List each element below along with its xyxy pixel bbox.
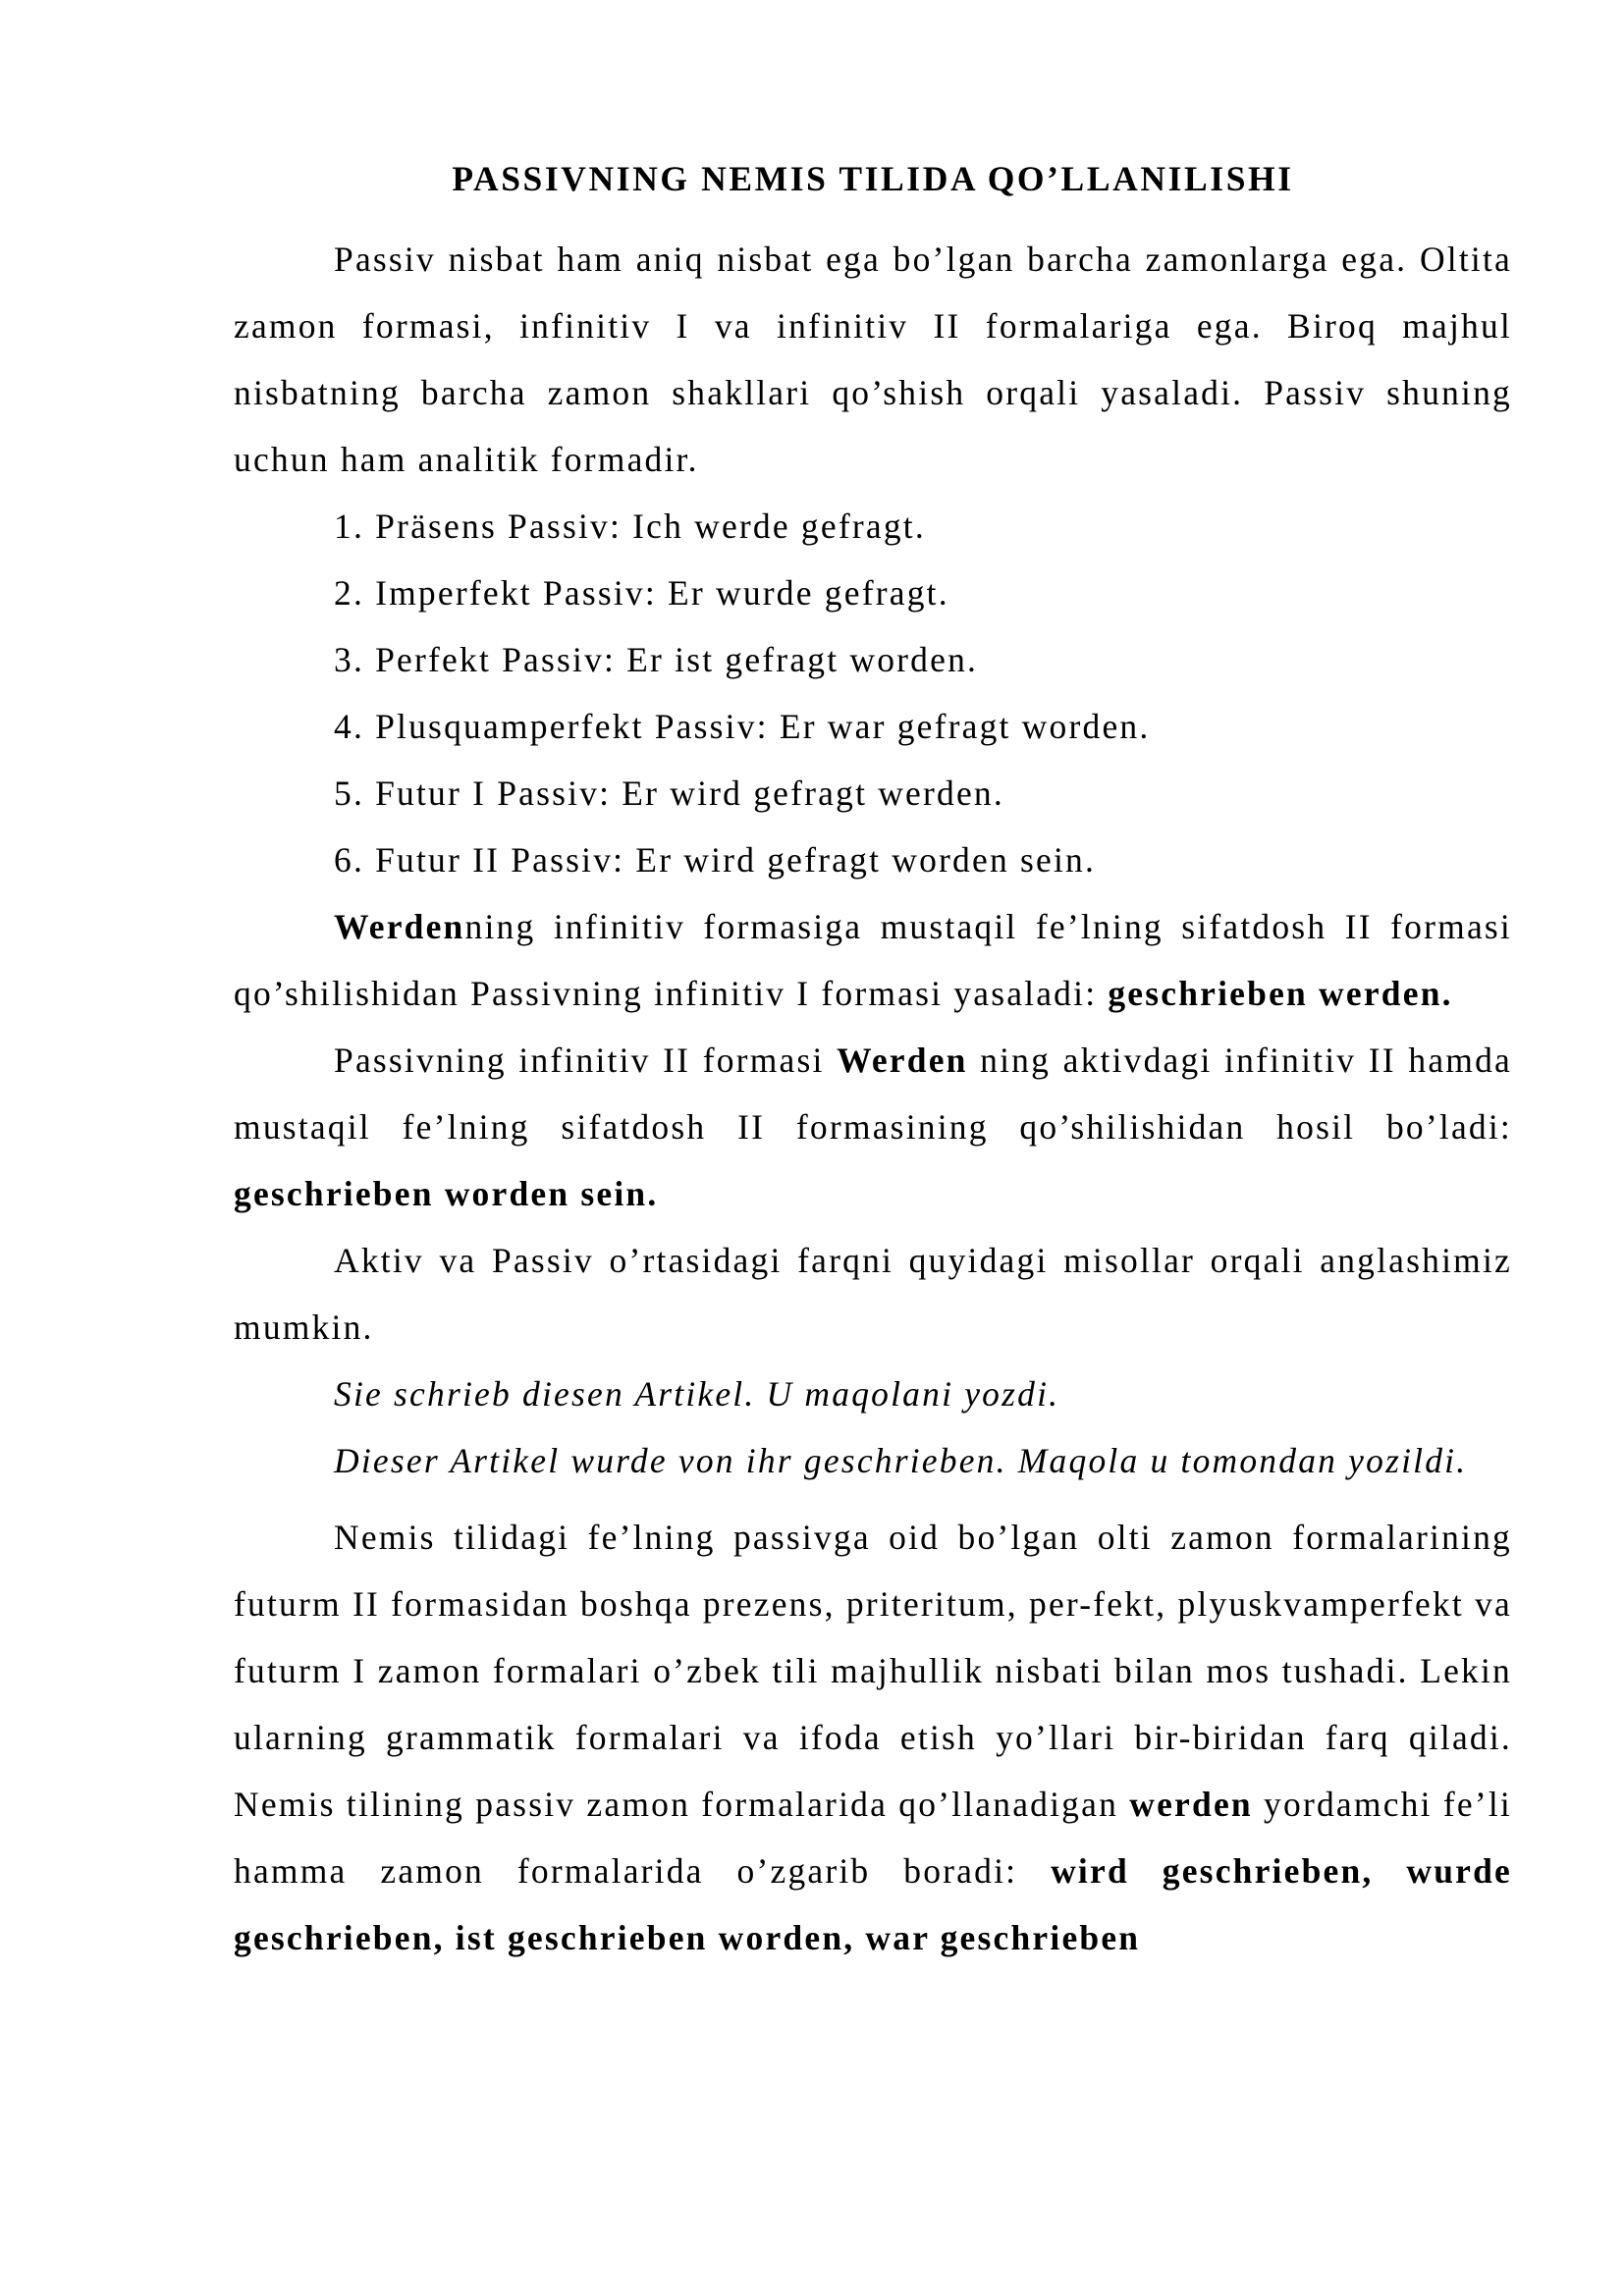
bold-example: geschrieben werden. xyxy=(1108,974,1453,1013)
italic-example: Sie schrieb diesen Artikel. U maqolani yozdi. xyxy=(334,1374,1060,1414)
paragraph-infinitiv-1 xyxy=(234,893,1512,1027)
paragraph-text: Nemis tilidagi fe’lning passivga oid bo’lgan olti zamon formalarining futurm II formasidan boshqa prezens, priteritum, per-fekt, plyuskvamperfekt va futurm I zamon formalari o’zbek tili majhullik nisbati bilan mos tushadi. Lekin ularning grammatik formalari va ifoda etish yo’llari bir-biridan farq qiladi. Nemis tilining passiv zamon formalarida qo’llanadigan xyxy=(234,1518,1512,1824)
example-active xyxy=(234,1361,1512,1427)
paragraph-text: Passivning infinitiv II formasi xyxy=(334,1041,838,1080)
page-title: PASSIVNING NEMIS TILIDA QO’LLANILISHI xyxy=(452,159,1294,198)
bold-term: Werden xyxy=(334,907,465,946)
paragraph-text: ning aktivdagi infinitiv II hamda mustaqil fe’lning sifatdosh II formasining qo’shilishidan hosil bo’ladi: xyxy=(234,1041,1512,1147)
paragraph-text: yordamchi fe’li hamma zamon formalarida o’zgarib boradi: xyxy=(234,1785,1513,1891)
italic-example: Dieser Artikel wurde von ihr geschrieben. Maqola u tomondan yozildi. xyxy=(334,1441,1468,1480)
list-item: 5. Futur I Passiv: Er wird gefragt werden. xyxy=(334,774,1004,813)
bold-term: Werden xyxy=(837,1041,968,1080)
example-passive xyxy=(234,1427,1512,1494)
paragraph-infinitiv-2 xyxy=(234,1027,1512,1227)
list-item: 1. Präsens Passiv: Ich werde gefragt. xyxy=(334,507,926,546)
paragraph-tense-forms xyxy=(234,1504,1512,1971)
list-item: 6. Futur II Passiv: Er wird gefragt worden sein. xyxy=(334,840,1097,880)
bold-example: geschrieben worden sein. xyxy=(234,1174,659,1213)
bold-example: wird geschrieben, wurde geschrieben, ist geschrieben worden, war geschrieben xyxy=(234,1851,1512,1957)
document-page xyxy=(234,137,1512,1971)
paragraph-intro: Passiv nisbat ham aniq nisbat ega bo’lgan barcha zamonlarga ega. Oltita zamon formasi, infinitiv I va infinitiv II formalariga ega. Biroq majhul nisbatning barcha zamon shakllari qo’shish orqali yasaladi. Passiv shuning uchun ham analitik formadir. xyxy=(234,240,1512,479)
paragraph-text: ning infinitiv formasiga mustaqil fe’lning sifatdosh II formasi qo’shilishidan Passivning infinitiv I formasi yasaladi: xyxy=(234,907,1512,1013)
list-item: 3. Perfekt Passiv: Er ist gefragt worden. xyxy=(334,640,979,679)
list-item: 4. Plusquamperfekt Passiv: Er war gefragt worden. xyxy=(334,707,1151,746)
bold-term: werden xyxy=(1129,1785,1253,1824)
paragraph-comparison: Aktiv va Passiv o’rtasidagi farqni quyidagi misollar orqali anglashimiz mumkin. xyxy=(234,1241,1512,1347)
list-item: 2. Imperfekt Passiv: Er wurde gefragt. xyxy=(334,573,949,613)
tense-list xyxy=(234,493,1512,893)
